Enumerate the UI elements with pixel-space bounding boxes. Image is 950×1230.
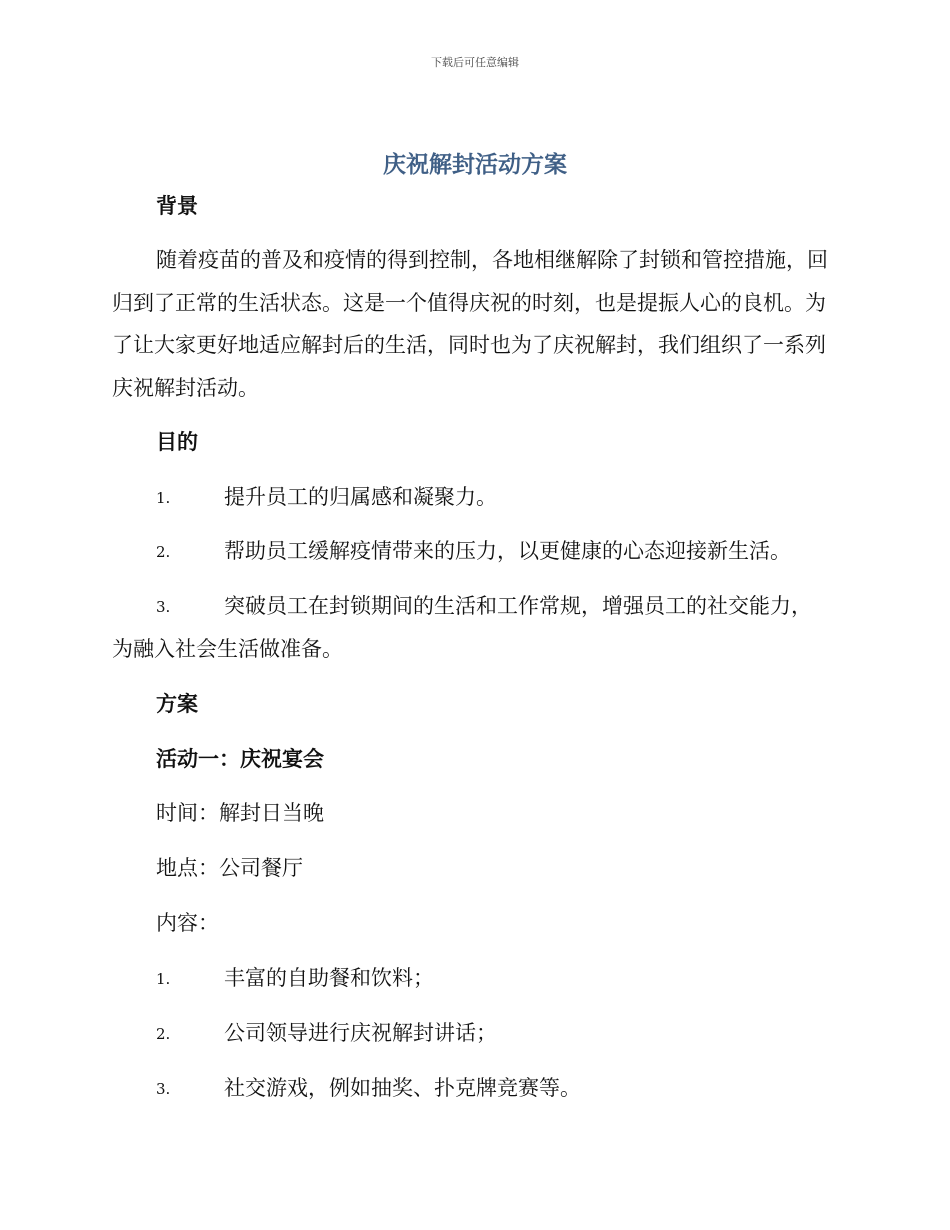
- list-item-number: 2.: [156, 543, 171, 561]
- list-item-text: 丰富的自助餐和饮料；: [224, 966, 434, 990]
- list-item: [156, 596, 812, 618]
- heading-plan: 方案: [156, 692, 198, 716]
- activity-place: 地点：公司餐厅: [156, 856, 303, 880]
- list-item: [156, 1078, 581, 1100]
- activity-time: 时间：解封日当晚: [156, 801, 324, 825]
- list-item-text: 提升员工的归属感和凝聚力。: [224, 485, 497, 509]
- list-item-number: 3.: [156, 1080, 171, 1098]
- list-item-number: 1.: [156, 970, 171, 988]
- heading-background: 背景: [156, 194, 198, 218]
- list-item-text: 突破员工在封锁期间的生活和工作常规，增强员工的社交能力，: [224, 594, 812, 618]
- page-header-note: 下载后可任意编辑: [431, 56, 519, 69]
- activity-content-label: 内容：: [156, 911, 219, 935]
- document-title: 庆祝解封活动方案: [383, 152, 567, 178]
- heading-purpose: 目的: [156, 430, 198, 454]
- heading-activity-one: 活动一：庆祝宴会: [156, 747, 324, 771]
- list-item-text: 帮助员工缓解疫情带来的压力，以更健康的心态迎接新生活。: [224, 539, 791, 563]
- list-item-number: 2.: [156, 1025, 171, 1043]
- list-item-text: 社交游戏，例如抽奖、扑克牌竞赛等。: [224, 1076, 581, 1100]
- list-item: [156, 968, 434, 990]
- list-item-number: 1.: [156, 489, 171, 507]
- list-item: [156, 1023, 497, 1045]
- background-paragraph: 随着疫苗的普及和疫情的得到控制，各地相继解除了封锁和管控措施，回归到了正常的生活状态。这是一个值得庆祝的时刻，也是提振人心的良机。为了让大家更好地适应解封后的生活，同时也为了庆祝解封，我们组织了一系列庆祝解封活动。: [112, 248, 828, 400]
- list-item-number: 3.: [156, 598, 171, 616]
- list-item: [156, 541, 791, 563]
- list-item: [156, 487, 497, 509]
- list-item-continuation: 为融入社会生活做准备。: [112, 637, 343, 661]
- list-item-text: 公司领导进行庆祝解封讲话；: [224, 1021, 497, 1045]
